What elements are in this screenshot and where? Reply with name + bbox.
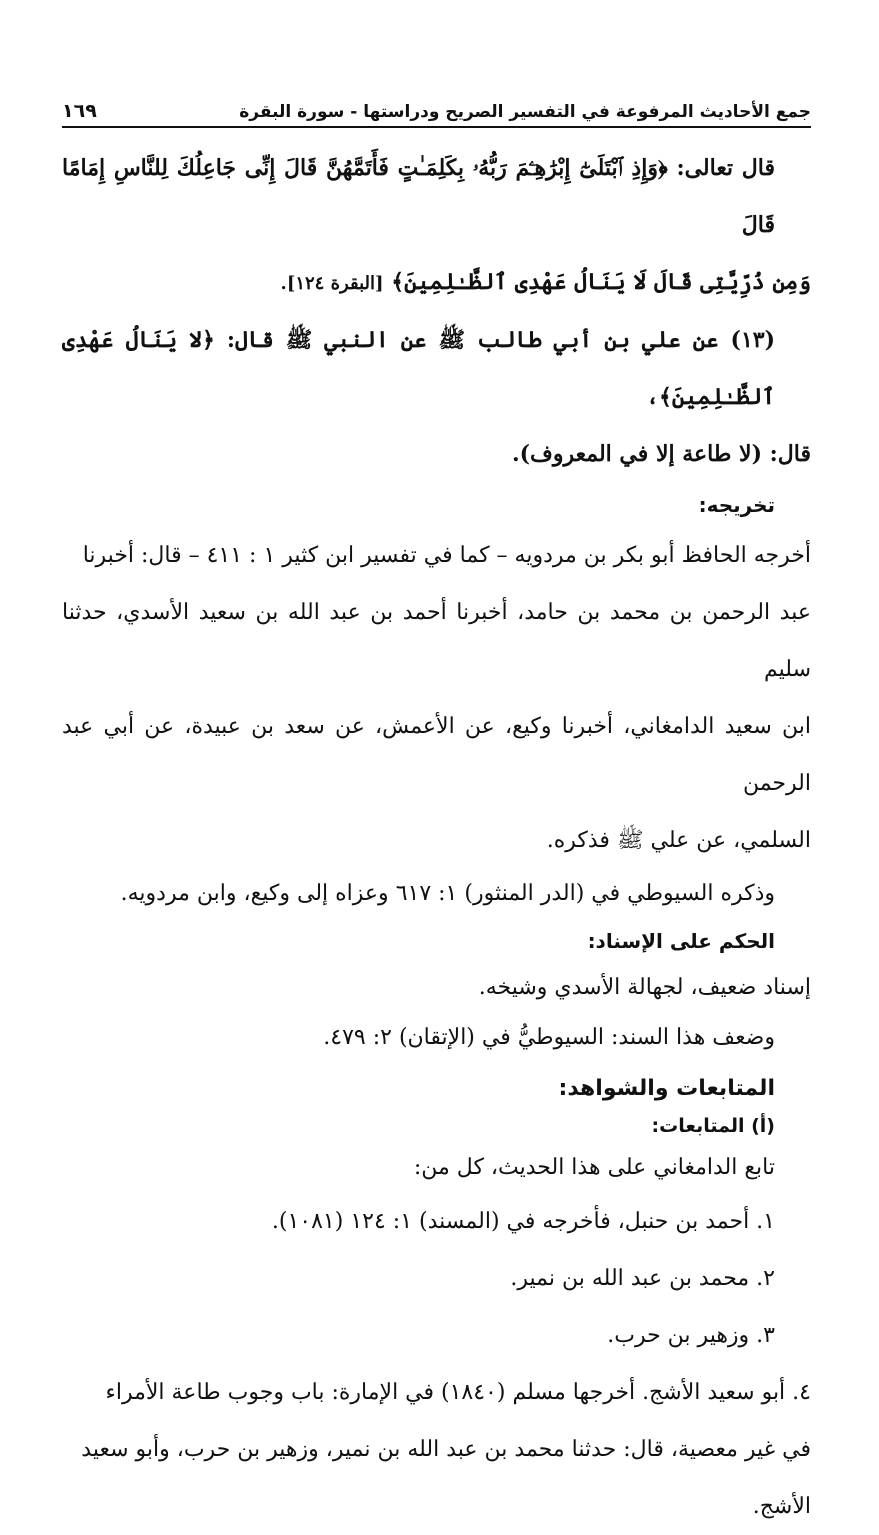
verse-reference: [البقرة ١٢٤]. [280,273,384,294]
takhrij-line-3: ابن سعيد الدامغاني، أخبرنا وكيع، عن الأعمش، عن سعد بن عبيدة، عن أبي عبد الرحمن [62,714,811,796]
takhrij-line-4: السلمي، عن علي ﷺ فذكره. [546,828,811,853]
takhrij-heading: تخريجه: [698,493,775,517]
mutabaat-heading: المتابعات والشواهد: [558,1076,775,1101]
page-number: ١٦٩ [62,100,97,122]
list-item-4-line-1: ٤. أبو سعيد الأشج. أخرجها مسلم (١٨٤٠) في الإمارة: باب وجوب طاعة الأمراء [105,1380,811,1405]
ruling-line-2: وضعف هذا السند: السيوطيُّ في (الإتقان) ٢: ٤٧٩. [323,1025,775,1050]
list-item: ٢. محمد بن عبد الله بن نمير. [510,1266,775,1291]
takhrij-line-2: عبد الرحمن بن محمد بن حامد، أخبرنا أحمد بن عبد الله بن سعيد الأسدي، حدثنا سليم [62,600,811,682]
list-item-4-line-3: الأشج. [752,1494,811,1519]
mutabaat-intro: تابع الدامغاني على هذا الحديث، كل من: [413,1155,775,1180]
page-content [62,140,811,1535]
ruling-heading: الحكم على الإسناد: [587,929,775,953]
list-item-4-line-2: في غير معصية، قال: حدثنا محمد بن عبد الله بن نمير، وزهير بن حرب، وأبو سعيد [81,1437,811,1462]
page [62,0,811,1519]
verse-line-2 [62,254,811,312]
ruling-line-1: إسناد ضعيف، لجهالة الأسدي وشيخه. [478,975,811,1000]
verse-text: وَمِن ذُرِّيَّتِى قَالَ لَا يَنَالُ عَهْدِى ٱلظَّـٰلِمِينَ﴾ [391,269,811,295]
verse-line-1: قال تعالى: ﴿وَإِذِ ٱبْتَلَىٰٓ إِبْرَٰهِـۧمَ رَبُّهُۥ بِكَلِمَـٰتٍ فَأَتَمَّهُنَّ قَالَ إِنِّى جَاعِلُكَ لِلنَّاسِ إِمَامًا قَالَ [62,155,775,238]
suyuti-mention: وذكره السيوطي في (الدر المنثور) ١: ٦١٧ وعزاه إلى وكيع، وابن مردويه. [120,881,775,906]
mutabaat-subheading: (أ) المتابعات: [651,1115,775,1137]
running-header [62,96,811,128]
header-title: جمع الأحاديث المرفوعة في التفسير الصريح ودراستها - سورة البقرة [239,102,811,122]
list-item: ٣. وزهير بن حرب. [607,1323,775,1348]
hadith-line-1: (١٣) عن علي بن أبي طالب ﷺ عن النبي ﷺ قال: ﴿لا يَنَالُ عَهْدِى ٱلظَّـٰلِمِينَ﴾، [62,327,775,410]
hadith-line-2: قال: (لا طاعة إلا في المعروف). [511,441,811,467]
takhrij-line-1: أخرجه الحافظ أبو بكر بن مردويه – كما في تفسير ابن كثير ١ : ٤١١ – قال: أخبرنا [82,543,811,568]
list-item: ١. أحمد بن حنبل، فأخرجه في (المسند) ١: ١٢٤ (١٠٨١). [271,1209,775,1234]
